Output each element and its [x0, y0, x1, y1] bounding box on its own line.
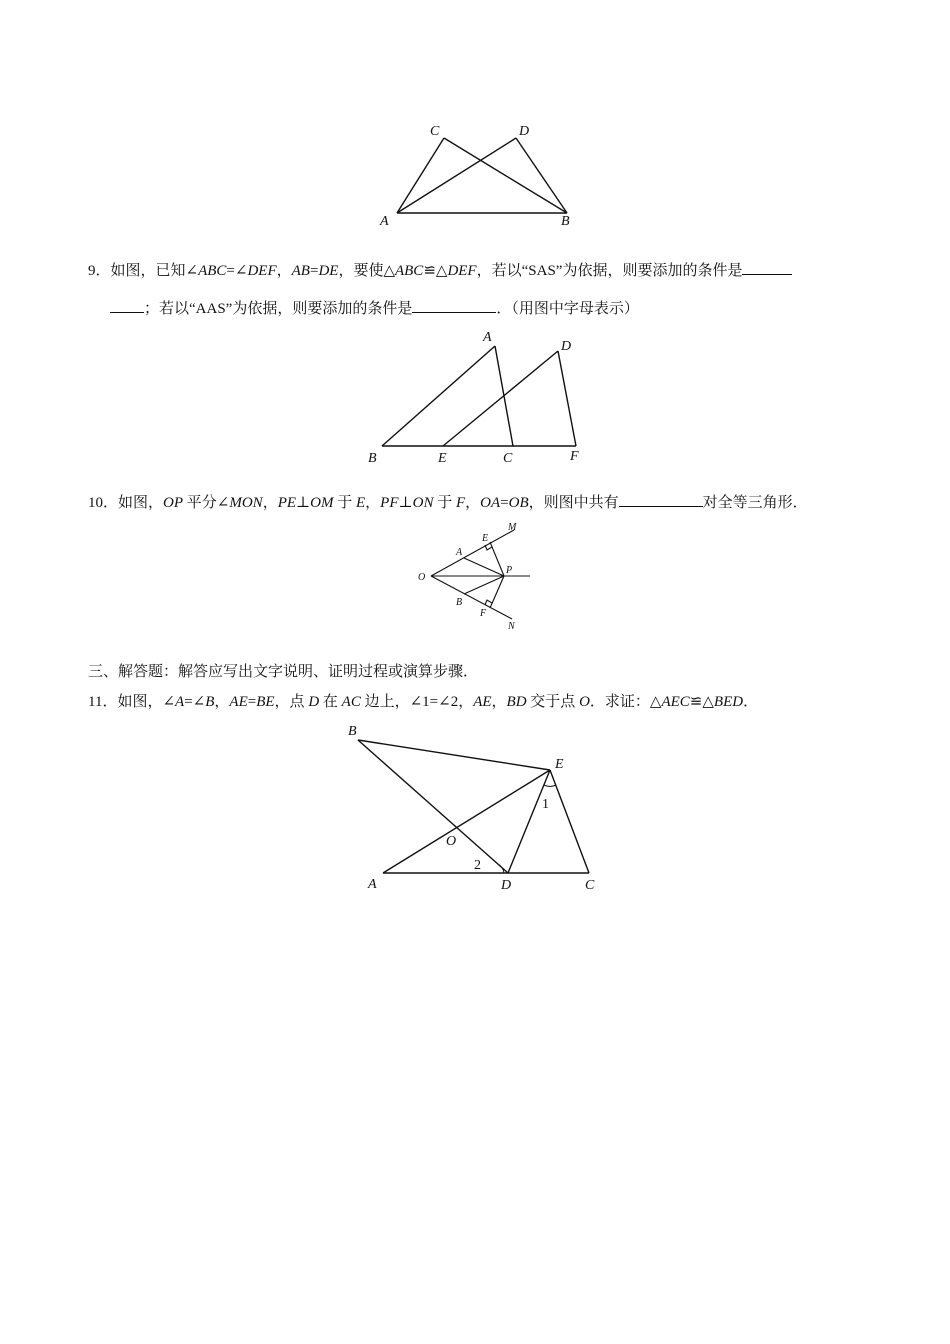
label-c: C [585, 878, 595, 893]
label-o: O [418, 572, 426, 583]
label-f: F [480, 608, 487, 619]
segment-ac [397, 138, 444, 213]
q9-number: 9 [88, 263, 96, 279]
q10-answer-blank[interactable] [619, 492, 703, 507]
q9-answer-blank-sas[interactable] [742, 260, 792, 275]
q10-number: 10 [88, 495, 103, 511]
label-c: C [430, 124, 440, 139]
ray-on [431, 576, 512, 619]
segment-ae [383, 770, 550, 873]
figure-q8 [370, 118, 590, 233]
segment-db [516, 138, 567, 213]
label-a: A [456, 547, 463, 558]
segment-ed [443, 351, 558, 446]
label-angle-1: 1 [542, 797, 549, 812]
label-b: B [348, 724, 357, 739]
segment-ba [382, 346, 495, 446]
label-b: B [561, 214, 570, 229]
label-a: A [380, 214, 389, 229]
label-a: A [368, 877, 377, 892]
label-o: O [446, 834, 457, 849]
label-angle-2: 2 [474, 858, 481, 873]
label-f: F [570, 449, 579, 464]
segment-ad [397, 138, 516, 213]
section-3-heading: 三、解答题：解答应写出文字说明、证明过程或演算步骤． [88, 662, 479, 680]
segment-de [508, 770, 550, 873]
q9-answer-blank-sas-cont[interactable] [110, 298, 144, 313]
q9-line2: ；若以“AAS”为依据，则要添加的条件是 ．（用图中字母表示） [110, 298, 639, 319]
segment-pb [464, 576, 504, 594]
label-m: M [508, 522, 517, 533]
q11-number: 11 [88, 694, 103, 710]
figure-q9 [360, 325, 600, 470]
segment-cb [444, 138, 567, 213]
q10-line1: 10．如图，OP 平分∠MON，PE⊥OM 于 E，PF⊥ON 于 F，OA=OB，则图中共有 对全等三角形． [88, 492, 808, 513]
label-a: A [483, 330, 492, 345]
label-c: C [503, 451, 513, 466]
segment-df [558, 351, 576, 446]
label-d: D [561, 339, 572, 354]
q9-line1: 9．如图，已知∠ABC=∠DEF，AB=DE，要使△ABC≌△DEF，若以“SAS”为依据，则要添加的条件是 [88, 260, 792, 281]
figure-q10 [412, 516, 542, 636]
label-e: E [555, 757, 564, 772]
q11-line1: 11．如图，∠A=∠B，AE=BE，点 D 在 AC 边上，∠1=∠2，AE，BD 交于点 O．求证：△AEC≌△BED． [88, 694, 759, 710]
q9-answer-blank-aas[interactable] [412, 298, 496, 313]
label-d: D [519, 124, 530, 139]
label-b: B [456, 597, 463, 608]
label-p: P [506, 565, 513, 576]
label-b: B [368, 451, 377, 466]
label-e: E [438, 451, 447, 466]
angle-1-arc [544, 785, 556, 787]
right-angle-f [485, 600, 492, 605]
label-d: D [501, 878, 512, 893]
label-e: E [482, 533, 489, 544]
figure-q11 [340, 718, 620, 898]
label-n: N [508, 621, 515, 632]
